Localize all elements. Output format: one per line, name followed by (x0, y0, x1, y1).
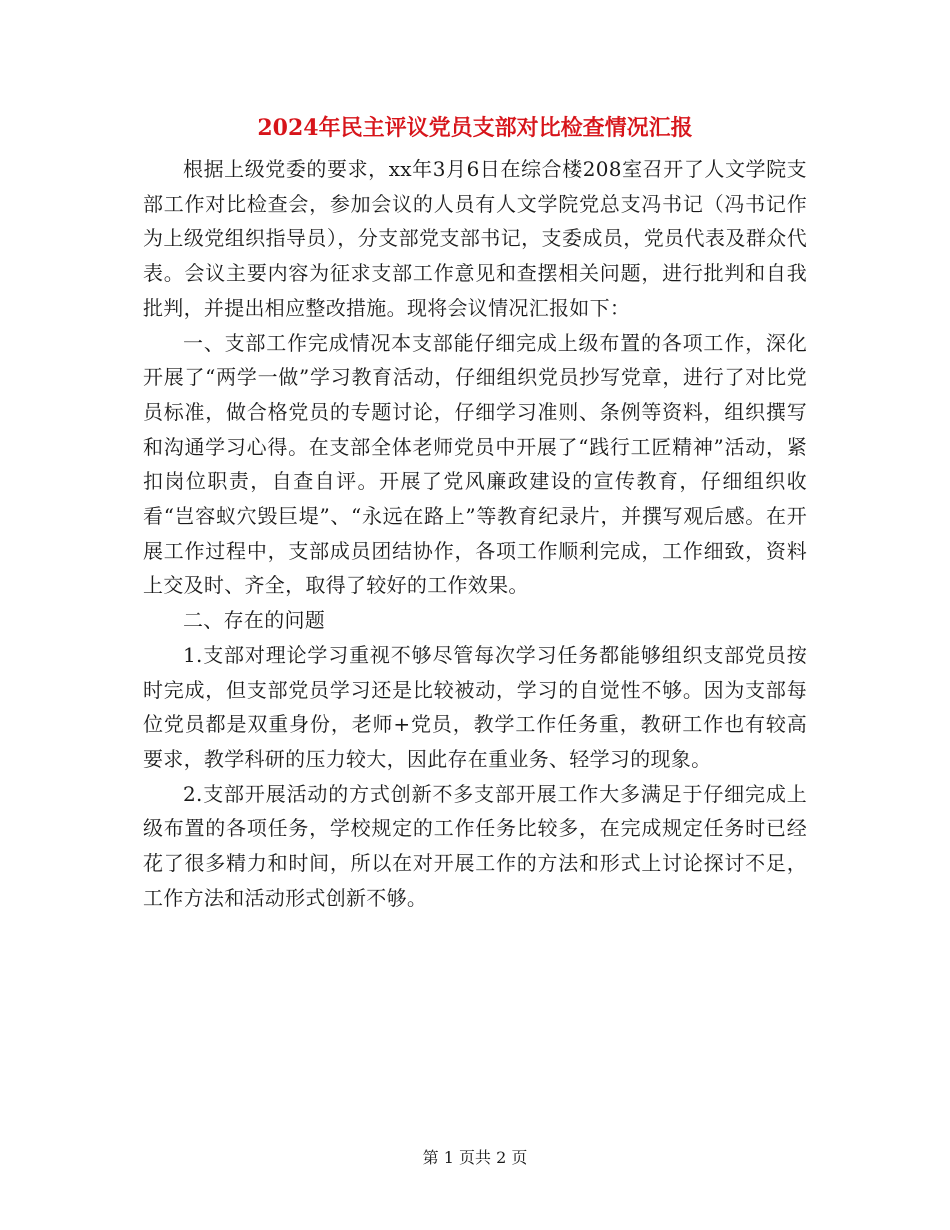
paragraph-work-completion: 一、支部工作完成情况本支部能仔细完成上级布置的各项工作，深化开展了“两学一做”学习教育活动，仔细组织党员抄写党章，进行了对比党员标准，做合格党员的专题讨论，仔细学习准则、条例等资料，组织撰写和沟通学习心得。在支部全体老师党员中开展了“践行工匠精神”活动，紧扣岗位职责，自查自评。开展了党风廉政建设的宣传教育，仔细组织收看“岂容蚁穴毁巨堤”、“永远在路上”等教育纪录片，并撰写观后感。在开展工作过程中，支部成员团结协作，各项工作顺利完成，工作细致，资料上交及时、齐全，取得了较好的工作效果。 (143, 330, 807, 598)
paragraph-intro: 根据上级党委的要求，xx年3月6日在综合楼208室召开了人文学院支部工作对比检查会，参加会议的人员有人文学院党总支冯书记（冯书记作为上级党组织指导员），分支部党支部书记，支委成员，党员代表及群众代表。会议主要内容为征求支部工作意见和查摆相关问题，进行批判和自我批判，并提出相应整改措施。现将会议情况汇报如下： (143, 157, 807, 320)
section-heading-problems: 二、存在的问题 (183, 608, 326, 633)
paragraph-problem-2: 2.支部开展活动的方式创新不多支部开展工作大多满足于仔细完成上级布置的各项任务，学校规定的工作任务比较多，在完成规定任务时已经花了很多精力和时间，所以在对开展工作的方法和形式上讨论探讨不足，工作方法和活动形式创新不够。 (143, 781, 807, 910)
document-title: 2024年民主评议党员支部对比检查情况汇报 (257, 115, 693, 141)
document-body (143, 152, 807, 915)
paragraph-problem-1: 1.支部对理论学习重视不够尽管每次学习任务都能够组织支部党员按时完成，但支部党员学习还是比较被动，学习的自觉性不够。因为支部每位党员都是双重身份，老师+党员，教学工作任务重，教研工作也有较高要求，教学科研的压力较大，因此存在重业务、轻学习的现象。 (143, 642, 807, 771)
page-footer: 第 1 页共 2 页 (422, 1148, 528, 1167)
